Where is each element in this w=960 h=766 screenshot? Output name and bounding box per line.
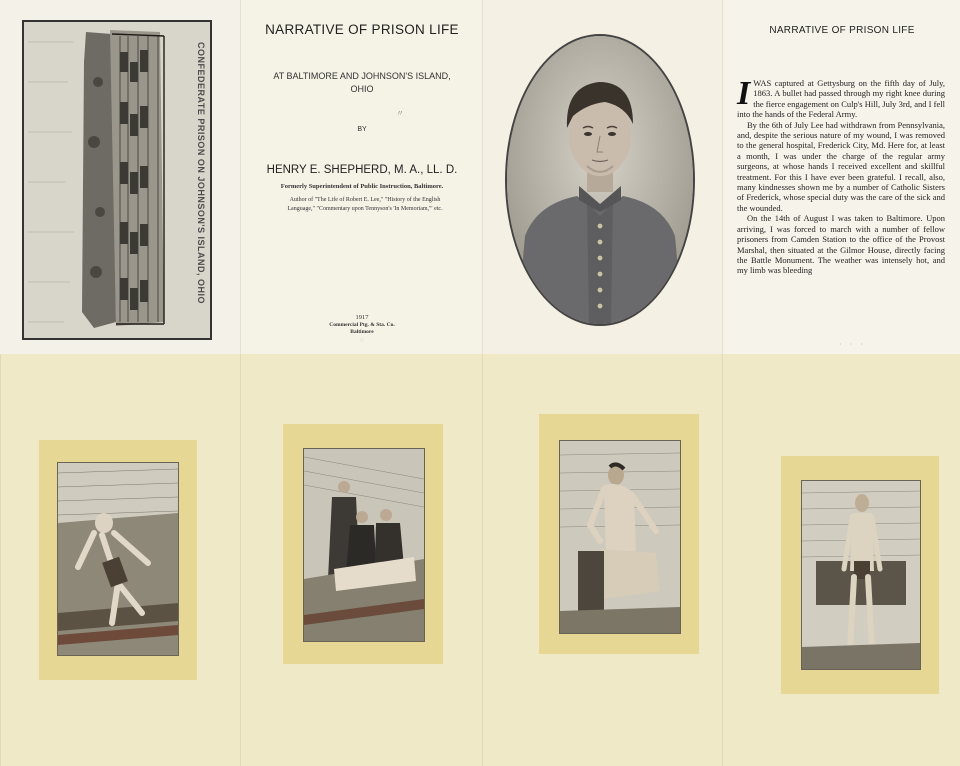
soldier-portrait-illustration <box>507 36 693 324</box>
plate-engraving-3 <box>559 440 681 634</box>
narrative-body <box>737 75 945 276</box>
frontispiece-page <box>0 0 240 354</box>
prisoner-in-bed-illustration <box>304 449 424 641</box>
island-caption: CONFEDERATE PRISON ON JOHNSON'S ISLAND, OHIO <box>196 42 206 304</box>
prisoner-standing-illustration <box>802 481 920 669</box>
plate-page-4 <box>722 354 960 766</box>
island-engraving <box>22 20 212 340</box>
author-name: HENRY E. SHEPHERD, M. A., LL. D. <box>266 164 458 176</box>
pencil-mark: 〃 <box>396 109 404 118</box>
prison-island-illustration <box>24 22 210 338</box>
publisher-city: Baltimore <box>350 329 374 335</box>
plate-engraving-2 <box>303 448 425 642</box>
plate-engraving-4 <box>801 480 921 670</box>
library-stamp-icon: · · · <box>839 340 866 349</box>
publisher <box>241 322 482 336</box>
narrative-paragraph: By the 6th of July Lee had withdrawn from Pennsylvania, and, despite the serious nature of my wound, I was removed to the general hospital, Frederick City, Md. Here for, at least a month, I was under the charge of the regular army surgeons, at whose hands I received excellent and skillful treatment. For this I have ever been grateful. I recall, also, many kindnesses shown me by a number of Catholic Sisters of Frederick, whose special duty was the care of the sick and the wounded. <box>737 119 945 213</box>
by-line: BY <box>357 126 367 133</box>
portrait-page <box>482 0 722 354</box>
prisoner-lying-illustration <box>58 463 178 655</box>
author-works: Author of "The Life of Robert E. Lee," "History of the English Language," "Commentary upon Tennyson's 'In Memoriam,'" etc. <box>287 197 443 212</box>
title-page <box>240 0 482 354</box>
publication-year: 1917 <box>355 314 369 321</box>
author-position: Formerly Superintendent of Public Instruction, Baltimore. <box>280 183 444 190</box>
portrait-oval <box>505 34 695 326</box>
plate-page-3 <box>482 354 722 766</box>
book-title: NARRATIVE OF PRISON LIFE <box>265 22 459 37</box>
narrative-paragraph: On the 14th of August I was taken to Baltimore. Upon arriving, I was forced to march with a number of fellow prisoners from Camden Station to the office of the Provost Marshal, then situated at the Gilmor House, directly facing the Battle Monument. The weather was intensely hot, and my limb was bleeding <box>737 213 945 276</box>
narrative-paragraph: IWAS captured at Gettysburg on the fifth day of July, 1863. A bullet had passed through my right knee during the fierce engagement on Culp's Hill, July 3rd, and I fell into the hands of the Federal Army. <box>737 75 945 120</box>
narrative-heading: NARRATIVE OF PRISON LIFE <box>769 25 915 36</box>
drop-cap: I <box>737 75 751 112</box>
plate-page-1 <box>0 354 240 766</box>
publisher-name: Commercial Ptg. & Sta. Co. <box>329 322 395 328</box>
prisoner-seated-illustration <box>560 441 680 633</box>
book-subtitle: AT BALTIMORE AND JOHNSON'S ISLAND, OHIO <box>273 71 451 94</box>
narrative-page <box>722 0 960 354</box>
plate-page-2 <box>240 354 482 766</box>
plate-engraving-1 <box>57 462 179 656</box>
library-stamp-icon: ◌ <box>360 338 364 344</box>
